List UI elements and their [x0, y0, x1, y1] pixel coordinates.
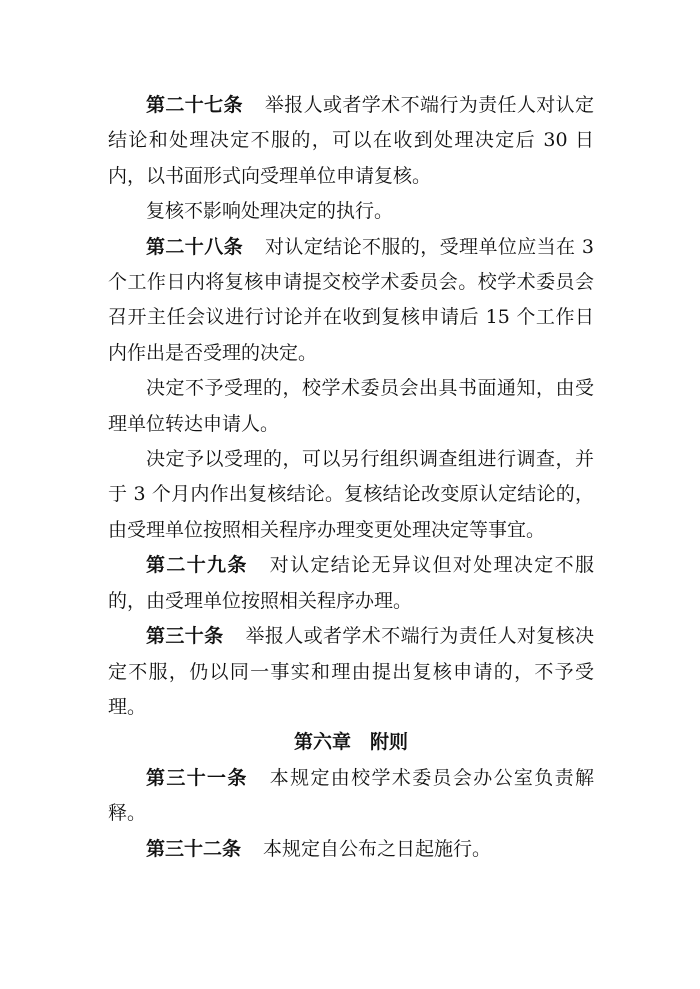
article-number: 第二十八条: [146, 235, 244, 258]
article-text: 举报人或者学术不端行为责任人对复核决定不服，仍以同一事实和理由提出复核申请的，不予受理。: [108, 625, 594, 718]
article-text: 本规定自公布之日起施行。: [263, 837, 492, 860]
article-number: 第三十条: [146, 625, 224, 648]
article-27: [108, 88, 594, 194]
chapter-title: 第六章 附则: [293, 731, 408, 754]
article-text: 对认定结论无异议但对处理决定不服的，由受理单位按照相关程序办理。: [108, 554, 594, 612]
article-number: 第二十七条: [146, 94, 243, 116]
article-31: [108, 761, 594, 832]
document-page: [108, 88, 594, 867]
article-32: [108, 832, 594, 867]
article-28-paragraph-3: 决定予以受理的，可以另行组织调查组进行调查，并于 3 个月内作出复核结论。复核结论改变原认定结论的，由受理单位按照相关程序办理变更处理决定等事宜。: [108, 448, 594, 541]
article-text: 对认定结论不服的，受理单位应当在 3 个工作日内将复核申请提交校学术委员会。校学术委员会召开主任会议进行讨论并在收到复核申请后 15 个工作日内作出是否受理的决定。: [108, 235, 594, 364]
article-28-paragraph-2: 决定不予受理的，校学术委员会出具书面通知，由受理单位转达申请人。: [108, 377, 594, 435]
article-29: [108, 548, 594, 619]
article-number: 第三十一条: [146, 766, 248, 789]
article-number: 第三十二条: [146, 837, 242, 860]
article-30: [108, 619, 594, 725]
article-28: [108, 230, 594, 372]
article-text: 举报人或者学术不端行为责任人对认定结论和处理决定不服的，可以在收到处理决定后 30 日内，以书面形式向受理单位申请复核。: [108, 94, 594, 187]
article-text: 本规定由校学术委员会办公室负责解释。: [108, 766, 594, 825]
article-27-paragraph-2: 复核不影响处理决定的执行。: [146, 200, 394, 223]
article-number: 第二十九条: [146, 554, 248, 577]
